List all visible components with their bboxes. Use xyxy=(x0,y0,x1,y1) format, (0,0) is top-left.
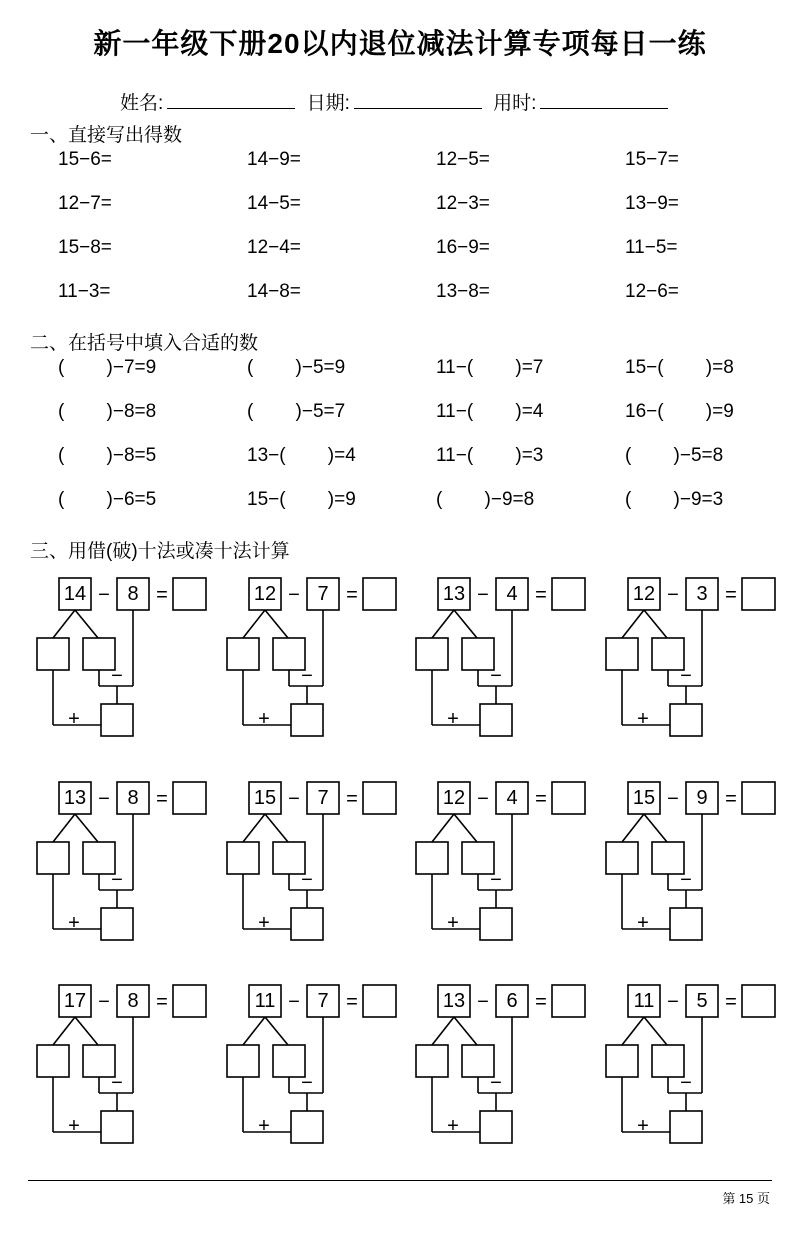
minus-sign: − xyxy=(301,1072,313,1094)
split-line xyxy=(75,610,98,638)
decomposition-problem xyxy=(28,573,228,753)
split-line xyxy=(75,1017,98,1045)
answer-box xyxy=(552,985,585,1017)
equals-sign: = xyxy=(535,991,547,1013)
subtrahend-value: 8 xyxy=(127,787,139,809)
answer-box xyxy=(173,782,206,814)
fill-bracket-item: 11−( )=3 xyxy=(436,445,544,466)
subtrahend-value: 6 xyxy=(506,990,518,1012)
plus-sign: + xyxy=(447,1115,459,1137)
result-box xyxy=(101,704,133,736)
name-blank[interactable] xyxy=(167,90,295,109)
section-two-heading: 二、在括号中填入合适的数 xyxy=(30,333,259,354)
equals-sign: = xyxy=(346,584,358,606)
subtrahend-value: 3 xyxy=(696,583,708,605)
arithmetic-item: 14−8= xyxy=(247,281,301,302)
decomposition-problem xyxy=(597,980,797,1160)
plus-sign: + xyxy=(447,912,459,934)
minus-sign: − xyxy=(477,991,489,1013)
date-label: 日期: xyxy=(306,93,350,114)
fill-bracket-item: 11−( )=4 xyxy=(436,401,544,422)
equals-sign: = xyxy=(725,584,737,606)
split-line xyxy=(243,1017,265,1045)
split-box-left xyxy=(606,1045,638,1077)
minus-sign: − xyxy=(490,869,502,891)
arithmetic-item: 16−9= xyxy=(436,237,490,258)
split-line xyxy=(454,1017,477,1045)
plus-sign: + xyxy=(447,708,459,730)
decomposition-problem xyxy=(218,573,418,753)
plus-sign: + xyxy=(258,1115,270,1137)
decomposition-problem xyxy=(218,777,418,957)
split-box-left xyxy=(227,1045,259,1077)
plus-sign: + xyxy=(637,708,649,730)
result-box xyxy=(101,1111,133,1143)
arithmetic-item: 15−6= xyxy=(58,149,112,170)
minus-sign: − xyxy=(490,665,502,687)
date-blank[interactable] xyxy=(354,90,482,109)
minus-sign: − xyxy=(111,665,123,687)
split-box-left xyxy=(227,842,259,874)
plus-sign: + xyxy=(258,708,270,730)
minuend-value: 12 xyxy=(632,583,656,605)
fill-bracket-item: 15−( )=8 xyxy=(625,357,734,378)
split-line xyxy=(644,814,667,842)
minuend-value: 14 xyxy=(63,583,87,605)
minus-sign: − xyxy=(98,788,110,810)
fill-bracket-item: 15−( )=9 xyxy=(247,489,356,510)
split-box-left xyxy=(37,1045,69,1077)
answer-box xyxy=(173,578,206,610)
plus-sign: + xyxy=(68,912,80,934)
answer-box xyxy=(552,782,585,814)
minus-sign: − xyxy=(301,665,313,687)
result-box xyxy=(670,704,702,736)
equals-sign: = xyxy=(725,788,737,810)
split-line xyxy=(53,814,75,842)
plus-sign: + xyxy=(258,912,270,934)
minus-sign: − xyxy=(301,869,313,891)
decomposition-problem xyxy=(28,777,228,957)
arithmetic-item: 11−5= xyxy=(625,237,678,258)
result-box xyxy=(670,908,702,940)
minuend-value: 17 xyxy=(63,990,87,1012)
arithmetic-item: 12−4= xyxy=(247,237,301,258)
fill-bracket-item: ( )−8=5 xyxy=(58,445,157,466)
fill-bracket-item: 11−( )=7 xyxy=(436,357,544,378)
time-blank[interactable] xyxy=(540,90,668,109)
split-box-left xyxy=(606,638,638,670)
split-box-left xyxy=(37,842,69,874)
result-box xyxy=(670,1111,702,1143)
fill-bracket-item: ( )−9=8 xyxy=(436,489,535,510)
subtrahend-value: 5 xyxy=(696,990,708,1012)
fill-bracket-item: ( )−5=9 xyxy=(247,357,346,378)
equals-sign: = xyxy=(725,991,737,1013)
minus-sign: − xyxy=(667,584,679,606)
split-line xyxy=(243,814,265,842)
plus-sign: + xyxy=(637,1115,649,1137)
answer-box xyxy=(552,578,585,610)
split-line xyxy=(243,610,265,638)
split-line xyxy=(432,610,454,638)
minuend-value: 12 xyxy=(253,583,277,605)
fill-bracket-item: ( )−8=8 xyxy=(58,401,157,422)
footer-divider xyxy=(28,1180,772,1181)
subtrahend-value: 7 xyxy=(317,787,329,809)
arithmetic-item: 15−8= xyxy=(58,237,112,258)
minuend-value: 11 xyxy=(633,990,655,1012)
subtrahend-value: 8 xyxy=(127,990,139,1012)
equals-sign: = xyxy=(535,788,547,810)
arithmetic-item: 12−7= xyxy=(58,193,112,214)
section-one-grid xyxy=(58,149,778,325)
arithmetic-item: 12−6= xyxy=(625,281,679,302)
arithmetic-item: 12−3= xyxy=(436,193,490,214)
minus-sign: − xyxy=(98,584,110,606)
split-line xyxy=(432,814,454,842)
section-one-heading: 一、直接写出得数 xyxy=(30,125,183,146)
fill-bracket-item: ( )−5=8 xyxy=(625,445,724,466)
subtrahend-value: 4 xyxy=(506,583,518,605)
split-box-left xyxy=(606,842,638,874)
arithmetic-item: 11−3= xyxy=(58,281,111,302)
minus-sign: − xyxy=(477,788,489,810)
split-line xyxy=(53,1017,75,1045)
minus-sign: − xyxy=(680,665,692,687)
decomposition-problem xyxy=(28,980,228,1160)
fill-bracket-item: ( )−6=5 xyxy=(58,489,157,510)
decomposition-problem xyxy=(407,573,607,753)
decomposition-problem xyxy=(597,573,797,753)
minus-sign: − xyxy=(111,1072,123,1094)
answer-box xyxy=(742,782,775,814)
plus-sign: + xyxy=(68,1115,80,1137)
split-box-left xyxy=(416,842,448,874)
split-line xyxy=(622,1017,644,1045)
minus-sign: − xyxy=(667,991,679,1013)
split-box-left xyxy=(227,638,259,670)
answer-box xyxy=(363,578,396,610)
subtrahend-value: 9 xyxy=(696,787,708,809)
equals-sign: = xyxy=(156,788,168,810)
split-line xyxy=(622,814,644,842)
time-label: 用时: xyxy=(493,93,537,114)
minus-sign: − xyxy=(680,869,692,891)
minuend-value: 15 xyxy=(632,787,656,809)
split-line xyxy=(432,1017,454,1045)
subtrahend-value: 8 xyxy=(127,583,139,605)
result-box xyxy=(291,1111,323,1143)
split-line xyxy=(75,814,98,842)
fill-bracket-item: 13−( )=4 xyxy=(247,445,356,466)
minus-sign: − xyxy=(288,991,300,1013)
answer-box xyxy=(173,985,206,1017)
minuend-value: 13 xyxy=(442,583,466,605)
result-box xyxy=(480,908,512,940)
split-line xyxy=(644,610,667,638)
split-line xyxy=(454,610,477,638)
result-box xyxy=(101,908,133,940)
minus-sign: − xyxy=(288,788,300,810)
result-box xyxy=(291,704,323,736)
arithmetic-item: 14−9= xyxy=(247,149,301,170)
split-line xyxy=(265,610,288,638)
minus-sign: − xyxy=(477,584,489,606)
fill-bracket-item: ( )−5=7 xyxy=(247,401,346,422)
minus-sign: − xyxy=(288,584,300,606)
section-three-heading: 三、用借(破)十法或凑十法计算 xyxy=(30,541,290,562)
decomposition-problem xyxy=(218,980,418,1160)
split-line xyxy=(454,814,477,842)
section-two-grid xyxy=(58,357,778,533)
subtrahend-value: 7 xyxy=(317,583,329,605)
equals-sign: = xyxy=(535,584,547,606)
minuend-value: 12 xyxy=(442,787,466,809)
fill-bracket-item: ( )−9=3 xyxy=(625,489,724,510)
minus-sign: − xyxy=(490,1072,502,1094)
decomposition-problem xyxy=(407,777,607,957)
equals-sign: = xyxy=(156,584,168,606)
split-box-left xyxy=(416,638,448,670)
minus-sign: − xyxy=(667,788,679,810)
answer-box xyxy=(742,578,775,610)
minus-sign: − xyxy=(680,1072,692,1094)
split-box-left xyxy=(37,638,69,670)
name-label: 姓名: xyxy=(120,93,164,114)
minuend-value: 11 xyxy=(254,990,276,1012)
arithmetic-item: 13−9= xyxy=(625,193,679,214)
arithmetic-item: 15−7= xyxy=(625,149,679,170)
page-title: 新一年级下册20以内退位减法计算专项每日一练 xyxy=(93,28,707,59)
fill-bracket-item: ( )−7=9 xyxy=(58,357,157,378)
answer-box xyxy=(363,782,396,814)
result-box xyxy=(291,908,323,940)
plus-sign: + xyxy=(68,708,80,730)
subtrahend-value: 7 xyxy=(317,990,329,1012)
subtrahend-value: 4 xyxy=(506,787,518,809)
page-number: 第 15 页 xyxy=(722,1191,770,1206)
plus-sign: + xyxy=(637,912,649,934)
arithmetic-item: 12−5= xyxy=(436,149,490,170)
result-box xyxy=(480,704,512,736)
decomposition-problem xyxy=(407,980,607,1160)
minuend-value: 13 xyxy=(442,990,466,1012)
result-box xyxy=(480,1111,512,1143)
split-line xyxy=(644,1017,667,1045)
arithmetic-item: 14−5= xyxy=(247,193,301,214)
split-line xyxy=(53,610,75,638)
split-line xyxy=(622,610,644,638)
split-line xyxy=(265,814,288,842)
answer-box xyxy=(742,985,775,1017)
equals-sign: = xyxy=(346,991,358,1013)
split-line xyxy=(265,1017,288,1045)
minus-sign: − xyxy=(98,991,110,1013)
equals-sign: = xyxy=(156,991,168,1013)
decomposition-problem xyxy=(597,777,797,957)
equals-sign: = xyxy=(346,788,358,810)
split-box-left xyxy=(416,1045,448,1077)
minuend-value: 15 xyxy=(253,787,277,809)
minuend-value: 13 xyxy=(63,787,87,809)
student-info-row xyxy=(120,88,674,115)
answer-box xyxy=(363,985,396,1017)
fill-bracket-item: 16−( )=9 xyxy=(625,401,734,422)
minus-sign: − xyxy=(111,869,123,891)
arithmetic-item: 13−8= xyxy=(436,281,490,302)
